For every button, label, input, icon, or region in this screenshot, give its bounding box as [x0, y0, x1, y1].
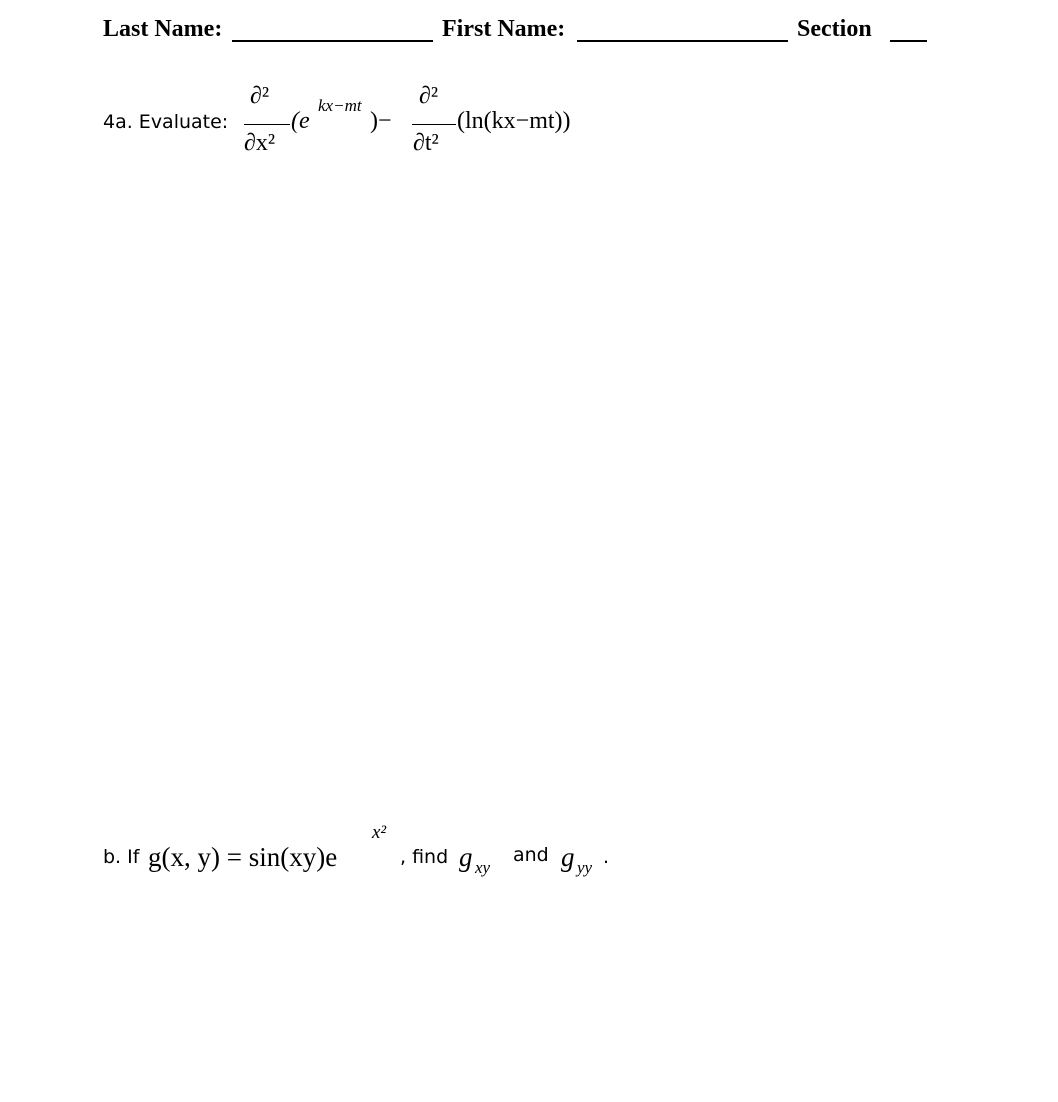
fraction1-denominator: ∂x²	[244, 130, 276, 156]
last-name-blank[interactable]	[232, 40, 433, 42]
first-name-blank[interactable]	[577, 40, 788, 42]
ln-expression: (ln(kx−mt))	[457, 108, 571, 134]
period: .	[603, 846, 610, 868]
g-xy-subscript: xy	[475, 858, 491, 877]
function-definition: g(x, y) = sin(xy)e	[148, 842, 338, 872]
problem-4a-label: 4a. Evaluate:	[103, 111, 229, 133]
fraction1-bar	[244, 124, 290, 125]
fraction2-numerator: ∂²	[419, 83, 439, 109]
exp-open: (e	[291, 108, 310, 134]
fraction2-bar	[412, 124, 456, 125]
fraction1-numerator: ∂²	[250, 83, 270, 109]
and-text: and	[513, 844, 549, 866]
section-label: Section	[797, 16, 872, 42]
first-name-label: First Name:	[442, 16, 566, 42]
last-name-label: Last Name:	[103, 16, 223, 42]
g-yy: g	[561, 842, 575, 872]
exp-exponent: kx−mt	[318, 96, 362, 115]
find-text: , find	[400, 846, 449, 868]
fraction2-denominator: ∂t²	[413, 130, 439, 156]
close-minus: )−	[370, 108, 392, 134]
problem-b-label: b. If	[103, 846, 140, 868]
g-yy-subscript: yy	[577, 858, 593, 877]
section-blank[interactable]	[890, 40, 927, 42]
g-xy: g	[459, 842, 473, 872]
function-exponent: x²	[372, 822, 387, 843]
